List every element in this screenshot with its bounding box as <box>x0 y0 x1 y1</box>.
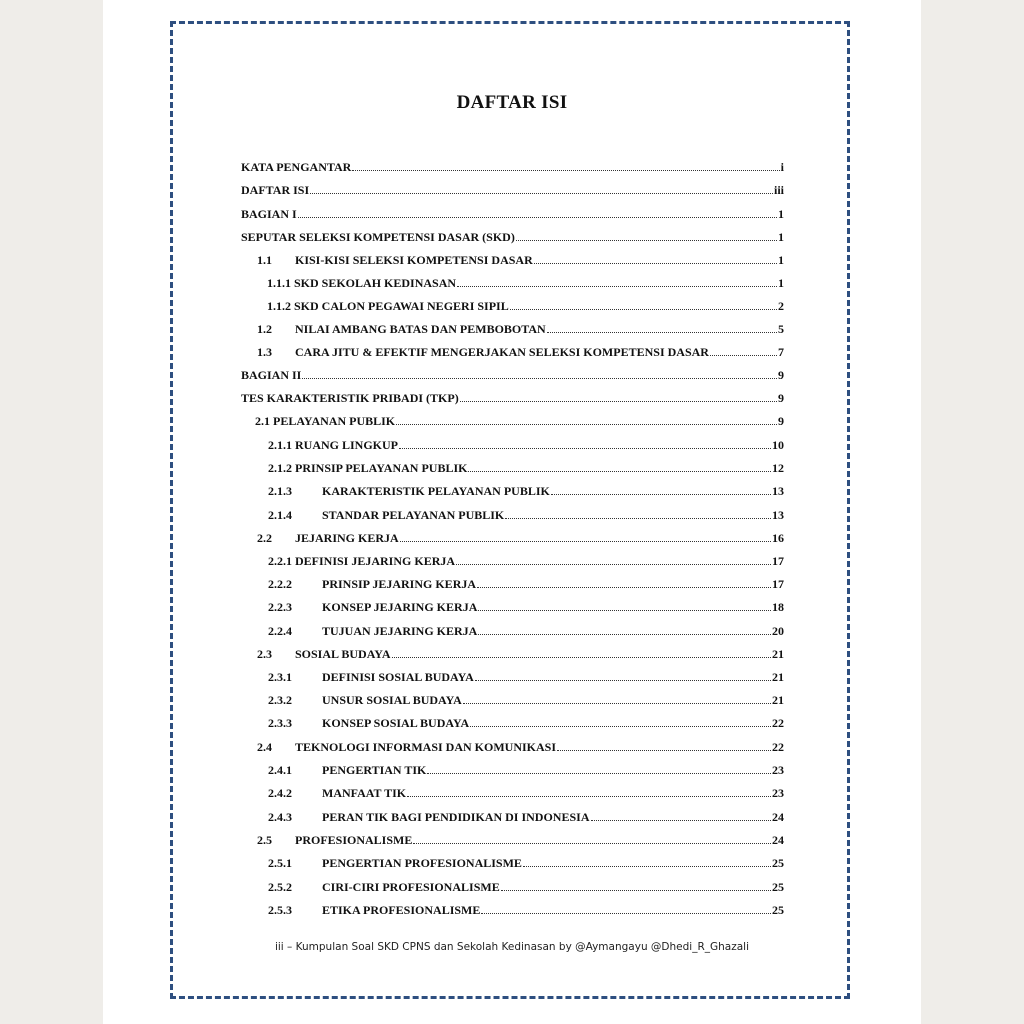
toc-dot-leader <box>523 857 771 867</box>
toc-entry-number: 2.2.2 <box>268 577 292 591</box>
toc-entry-page-number: 21 <box>772 647 784 661</box>
page-footer: iii – Kumpulan Soal SKD CPNS dan Sekolah Kedinasan by @Aymangayu @Dhedi_R_Ghazali <box>274 941 750 953</box>
toc-entry <box>241 391 784 409</box>
toc-entry-number: 2.3 <box>257 647 272 661</box>
toc-entry-page-number: 10 <box>772 438 784 452</box>
toc-entry <box>241 345 784 363</box>
toc-entry-label: SEPUTAR SELEKSI KOMPETENSI DASAR (SKD) <box>241 230 515 244</box>
toc-entry-page-number: 21 <box>772 670 784 684</box>
toc-entry-label: DEFINISI SOSIAL BUDAYA <box>322 670 474 684</box>
toc-entry <box>241 461 784 479</box>
toc-entry-page-number: 1 <box>778 276 784 290</box>
toc-entry <box>241 810 784 828</box>
toc-entry-label: KISI-KISI SELEKSI KOMPETENSI DASAR <box>295 253 533 267</box>
toc-entry-label: PENGERTIAN TIK <box>322 763 427 777</box>
toc-entry-label: SOSIAL BUDAYA <box>295 647 391 661</box>
toc-entry-label: TES KARAKTERISTIK PRIBADI (TKP) <box>241 391 459 405</box>
toc-dot-leader <box>475 671 771 681</box>
toc-entry-number: 2.1.4 <box>268 508 292 522</box>
right-margin-background <box>921 0 1024 1024</box>
toc-entry-label: CARA JITU & EFEKTIF MENGERJAKAN SELEKSI KOMPETENSI DASAR <box>295 345 709 359</box>
toc-entry <box>241 160 784 178</box>
toc-dot-leader <box>478 601 771 611</box>
toc-entry-page-number: 25 <box>772 903 784 917</box>
toc-entry-label: KONSEP SOSIAL BUDAYA <box>322 716 470 730</box>
toc-dot-leader <box>591 811 772 821</box>
toc-entry-number: 2.2.3 <box>268 600 292 614</box>
toc-entry <box>241 253 784 271</box>
toc-entry-page-number: 23 <box>772 763 784 777</box>
toc-dot-leader <box>470 717 771 727</box>
toc-dot-leader <box>302 369 777 379</box>
toc-dot-leader <box>551 485 771 495</box>
toc-entry-number: 2.4.3 <box>268 810 292 824</box>
toc-entry-page-number: 16 <box>772 531 784 545</box>
toc-entry <box>241 600 784 618</box>
toc-dot-leader <box>392 648 772 658</box>
toc-entry-label: BAGIAN I <box>241 207 297 221</box>
toc-entry-label: MANFAAT TIK <box>322 786 407 800</box>
toc-entry <box>241 786 784 804</box>
toc-entry-label: 1.1.2 SKD CALON PEGAWAI NEGERI SIPIL <box>267 299 509 313</box>
toc-entry-label: PENGERTIAN PROFESIONALISME <box>322 856 522 870</box>
toc-dot-leader <box>407 787 771 797</box>
toc-entry-label: TEKNOLOGI INFORMASI DAN KOMUNIKASI <box>295 740 557 754</box>
toc-entry-number: 2.3.1 <box>268 670 292 684</box>
toc-entry-page-number: 7 <box>778 345 784 359</box>
toc-entry <box>241 531 784 549</box>
toc-entry-label: PERAN TIK BAGI PENDIDIKAN DI INDONESIA <box>322 810 590 824</box>
toc-entry-page-number: 1 <box>778 230 784 244</box>
toc-entry-label: KARAKTERISTIK PELAYANAN PUBLIK <box>322 484 550 498</box>
toc-entry-page-number: 9 <box>778 414 784 428</box>
toc-entry <box>241 693 784 711</box>
toc-entry-label: KATA PENGANTAR <box>241 160 352 174</box>
toc-entry <box>241 624 784 642</box>
toc-entry-page-number: iii <box>773 183 784 197</box>
toc-entry-number: 2.5.1 <box>268 856 292 870</box>
toc-entry <box>241 833 784 851</box>
toc-entry-page-number: 1 <box>778 207 784 221</box>
toc-entry-label: PROFESIONALISME <box>295 833 413 847</box>
toc-entry-label: STANDAR PELAYANAN PUBLIK <box>322 508 505 522</box>
toc-entry-page-number: 13 <box>772 484 784 498</box>
toc-dot-leader <box>427 764 771 774</box>
toc-entry-page-number: 9 <box>778 368 784 382</box>
toc-dot-leader <box>460 392 777 402</box>
toc-entry-label: TUJUAN JEJARING KERJA <box>322 624 478 638</box>
toc-entry <box>241 230 784 248</box>
toc-dot-leader <box>463 694 771 704</box>
toc-dot-leader <box>310 184 773 194</box>
toc-dot-leader <box>710 346 777 356</box>
toc-entry-number: 1.2 <box>257 322 272 336</box>
toc-entry-page-number: 23 <box>772 786 784 800</box>
toc-entry <box>241 903 784 921</box>
toc-dot-leader <box>516 231 777 241</box>
toc-entry-label: 1.1.1 SKD SEKOLAH KEDINASAN <box>267 276 457 290</box>
toc-entry-number: 2.4 <box>257 740 272 754</box>
toc-entry-label: UNSUR SOSIAL BUDAYA <box>322 693 462 707</box>
toc-entry-label: 2.2.1 DEFINISI JEJARING KERJA <box>268 554 456 568</box>
toc-entry-label: 2.1.2 PRINSIP PELAYANAN PUBLIK <box>268 461 468 475</box>
toc-entry-page-number: 22 <box>772 716 784 730</box>
toc-entry-label: KONSEP JEJARING KERJA <box>322 600 478 614</box>
toc-entry-number: 1.1 <box>257 253 272 267</box>
toc-dot-leader <box>468 462 771 472</box>
left-margin-background <box>0 0 103 1024</box>
toc-dot-leader <box>481 904 771 914</box>
toc-entry-label: 2.1 PELAYANAN PUBLIK <box>255 414 396 428</box>
toc-entry-label: NILAI AMBANG BATAS DAN PEMBOBOTAN <box>295 322 546 336</box>
toc-dot-leader <box>399 439 771 449</box>
toc-dot-leader <box>510 300 777 310</box>
toc-entry <box>241 414 784 432</box>
toc-dot-leader <box>477 578 771 588</box>
toc-entry-page-number: 5 <box>778 322 784 336</box>
toc-dot-leader <box>396 415 777 425</box>
toc-entry <box>241 183 784 201</box>
toc-dot-leader <box>352 161 779 171</box>
toc-dot-leader <box>413 834 771 844</box>
toc-entry <box>241 716 784 734</box>
toc-dot-leader <box>547 323 777 333</box>
toc-entry-page-number: 24 <box>772 833 784 847</box>
toc-entry-page-number: 25 <box>772 880 784 894</box>
toc-entry-label: JEJARING KERJA <box>295 531 399 545</box>
toc-entry-page-number: 13 <box>772 508 784 522</box>
toc-entry-page-number: 12 <box>772 461 784 475</box>
toc-entry-number: 2.3.3 <box>268 716 292 730</box>
toc-entry-label: DAFTAR ISI <box>241 183 310 197</box>
toc-entry <box>241 856 784 874</box>
toc-entry-number: 2.4.1 <box>268 763 292 777</box>
toc-entry <box>241 554 784 572</box>
toc-entry-page-number: 17 <box>772 554 784 568</box>
page-title: DAFTAR ISI <box>456 92 568 113</box>
toc-entry-page-number: 9 <box>778 391 784 405</box>
toc-entry-number: 2.4.2 <box>268 786 292 800</box>
toc-dot-leader <box>457 277 777 287</box>
toc-entry <box>241 577 784 595</box>
toc-entry <box>241 438 784 456</box>
toc-entry-number: 2.1.3 <box>268 484 292 498</box>
toc-dot-leader <box>501 881 771 891</box>
toc-entry <box>241 276 784 294</box>
toc-entry-page-number: 17 <box>772 577 784 591</box>
toc-entry-number: 2.5.3 <box>268 903 292 917</box>
toc-entry-page-number: 21 <box>772 693 784 707</box>
toc-entry <box>241 880 784 898</box>
toc-entry-page-number: 20 <box>772 624 784 638</box>
toc-entry-page-number: 25 <box>772 856 784 870</box>
toc-entry-page-number: 2 <box>778 299 784 313</box>
toc-dot-leader <box>557 741 771 751</box>
toc-entry-label: BAGIAN II <box>241 368 302 382</box>
toc-entry <box>241 647 784 665</box>
toc-entry <box>241 740 784 758</box>
toc-entry-page-number: 22 <box>772 740 784 754</box>
toc-entry <box>241 368 784 386</box>
toc-entry-number: 2.2 <box>257 531 272 545</box>
toc-entry-number: 2.5 <box>257 833 272 847</box>
toc-dot-leader <box>400 532 771 542</box>
toc-entry-label: CIRI-CIRI PROFESIONALISME <box>322 880 500 894</box>
toc-dot-leader <box>534 254 777 264</box>
toc-entry <box>241 322 784 340</box>
toc-entry-label: 2.1.1 RUANG LINGKUP <box>268 438 399 452</box>
toc-entry-number: 2.5.2 <box>268 880 292 894</box>
toc-entry <box>241 484 784 502</box>
toc-entry <box>241 508 784 526</box>
toc-dot-leader <box>298 208 777 218</box>
toc-entry-number: 1.3 <box>257 345 272 359</box>
toc-entry-label: PRINSIP JEJARING KERJA <box>322 577 477 591</box>
toc-entry-page-number: 18 <box>772 600 784 614</box>
toc-dot-leader <box>456 555 771 565</box>
toc-entry-page-number: i <box>780 160 784 174</box>
toc-entry-number: 2.3.2 <box>268 693 292 707</box>
toc-entry <box>241 299 784 317</box>
toc-entry-page-number: 24 <box>772 810 784 824</box>
toc-entry <box>241 207 784 225</box>
toc-entry <box>241 763 784 781</box>
toc-dot-leader <box>505 509 771 519</box>
toc-entry-label: ETIKA PROFESIONALISME <box>322 903 481 917</box>
toc-entry-page-number: 1 <box>778 253 784 267</box>
toc-dot-leader <box>478 625 771 635</box>
toc-entry <box>241 670 784 688</box>
toc-entry-number: 2.2.4 <box>268 624 292 638</box>
